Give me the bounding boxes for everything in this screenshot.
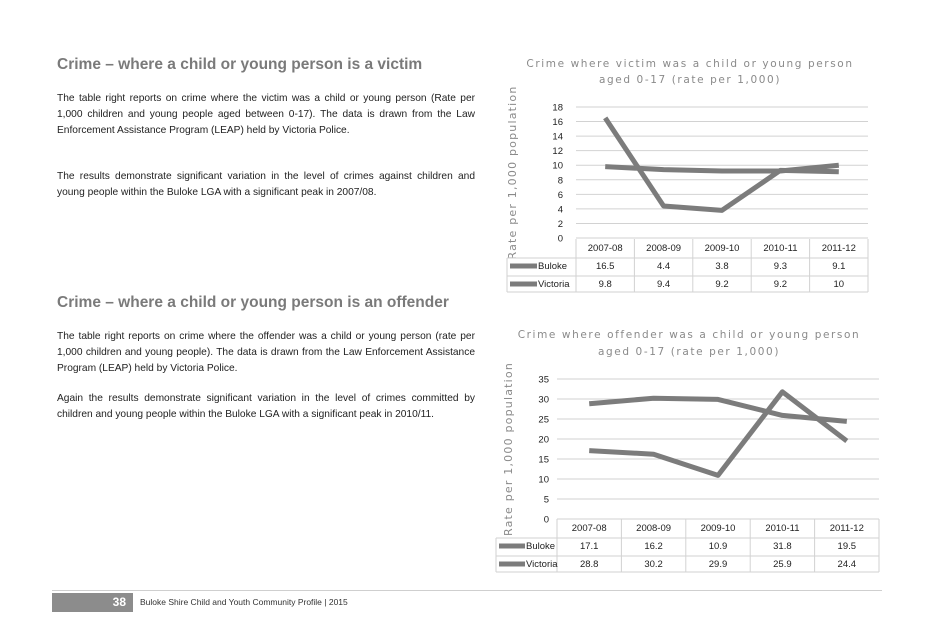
victim-x-category-label: 2010-11: [763, 243, 798, 254]
offender-x-category-label: 2008-09: [636, 523, 672, 534]
victim-x-category-label: 2009-10: [704, 243, 740, 254]
victim-x-category-label: 2007-08: [587, 243, 623, 254]
victim-data-cell: 9.2: [715, 279, 729, 290]
offender-data-cell: 17.1: [579, 541, 599, 552]
footer-title: Buloke Shire Child and Youth Community Profile | 2015: [140, 597, 348, 607]
offender-x-category-label: 2010-11: [765, 523, 800, 534]
victim-data-cell: 10: [833, 279, 845, 290]
offender-y-tick-label: 15: [538, 454, 549, 466]
page-number: 38: [112, 595, 126, 609]
offender-y-tick-label: 25: [538, 414, 549, 426]
offender-data-cell: 25.9: [773, 559, 792, 570]
offender-data-cell: 31.8: [773, 541, 792, 552]
offender-crime-chart: [488, 324, 882, 576]
victim-y-tick-label: 12: [552, 146, 563, 158]
offender-data-cell: 28.8: [579, 559, 599, 570]
victim-section-heading: Crime – where a child or young person is a victim: [57, 56, 423, 73]
victim-y-tick-label: 4: [557, 204, 563, 216]
victim-series-victoria-line: [605, 165, 839, 171]
victim-y-axis-label: Rate per 1,000 population: [506, 85, 519, 260]
offender-data-cell: 10.9: [708, 541, 728, 552]
offender-y-tick-label: 0: [543, 514, 549, 526]
victim-y-tick-label: 6: [557, 189, 563, 201]
offender-data-cell: 24.4: [837, 559, 857, 570]
victim-data-cell: 9.4: [656, 279, 671, 290]
victim-series-buloke-line: [605, 118, 839, 210]
offender-y-tick-label: 5: [543, 494, 549, 506]
offender-data-cell: 30.2: [644, 559, 663, 570]
offender-data-cell: 16.2: [644, 541, 663, 552]
victim-intro-paragraph: The table right reports on crime where the victim was a child or young person (Rate per 1,000 children and young people aged between 0-17). The data is drawn from the Law Enforcement Assistance Program (LEAP) held by Victoria Police.: [57, 93, 475, 136]
offender-chart-title: Crime where offender was a child or young person: [517, 329, 861, 341]
offender-intro-paragraph: The table right reports on crime where the offender was a child or young person (rate per 1,000 children and young people). The data is drawn from the Law Enforcement Assistance Program (LEAP) held by Victoria Police.: [57, 331, 475, 374]
victim-y-tick-label: 10: [552, 160, 563, 172]
offender-crime-chart-svg: [488, 324, 882, 576]
offender-x-category-label: 2007-08: [571, 523, 607, 534]
offender-x-category-label: 2009-10: [700, 523, 736, 534]
offender-y-tick-label: 20: [538, 434, 549, 446]
victim-y-tick-label: 0: [557, 233, 563, 245]
offender-y-tick-label: 30: [538, 394, 549, 406]
victim-chart-title: Crime where victim was a child or young person: [526, 58, 854, 70]
footer-divider: [52, 590, 882, 591]
victim-y-tick-label: 8: [557, 175, 563, 187]
victim-data-cell: 3.8: [715, 261, 729, 272]
victim-x-category-label: 2008-09: [646, 243, 682, 254]
victim-legend-label-victoria: Victoria: [538, 279, 570, 290]
victim-data-cell: 16.5: [595, 261, 615, 272]
victim-data-cell: 9.1: [832, 261, 846, 272]
victim-chart-subtitle: aged 0-17 (rate per 1,000): [598, 74, 782, 86]
victim-crime-chart: [495, 52, 880, 294]
victim-results-paragraph: The results demonstrate significant variation in the level of crimes against children and young people within the Buloke LGA with a significant peak in 2007/08.: [57, 171, 475, 198]
offender-data-cell: 29.9: [708, 559, 728, 570]
offender-y-axis-label: Rate per 1,000 population: [502, 361, 515, 537]
victim-y-tick-label: 2: [557, 218, 563, 230]
offender-results-paragraph: Again the results demonstrate significant variation in the level of crimes committed by children and young people within the Buloke LGA with a significant peak in 2010/11.: [57, 393, 475, 420]
offender-legend-label-buloke: Buloke: [526, 541, 556, 552]
offender-x-category-label: 2011-12: [829, 523, 864, 534]
victim-data-cell: 4.4: [656, 261, 671, 272]
victim-y-tick-label: 18: [552, 102, 563, 114]
offender-legend-label-victoria: Victoria: [526, 559, 558, 570]
victim-data-cell: 9.3: [773, 261, 788, 272]
offender-series-buloke-line: [589, 392, 847, 476]
offender-section-heading: Crime – where a child or young person is an offender: [57, 294, 449, 311]
victim-x-category-label: 2011-12: [821, 243, 856, 254]
offender-data-cell: 19.5: [837, 541, 857, 552]
victim-crime-chart-svg: [495, 52, 880, 294]
victim-data-cell: 9.8: [598, 279, 612, 290]
offender-y-tick-label: 35: [538, 374, 549, 386]
victim-legend-label-buloke: Buloke: [538, 261, 568, 272]
victim-y-tick-label: 16: [552, 117, 563, 129]
footer-page-block: [52, 593, 133, 612]
offender-y-tick-label: 10: [538, 474, 549, 486]
offender-chart-subtitle: aged 0-17 (rate per 1,000): [597, 346, 781, 358]
victim-data-cell: 9.2: [773, 279, 788, 290]
victim-y-tick-label: 14: [552, 131, 563, 143]
